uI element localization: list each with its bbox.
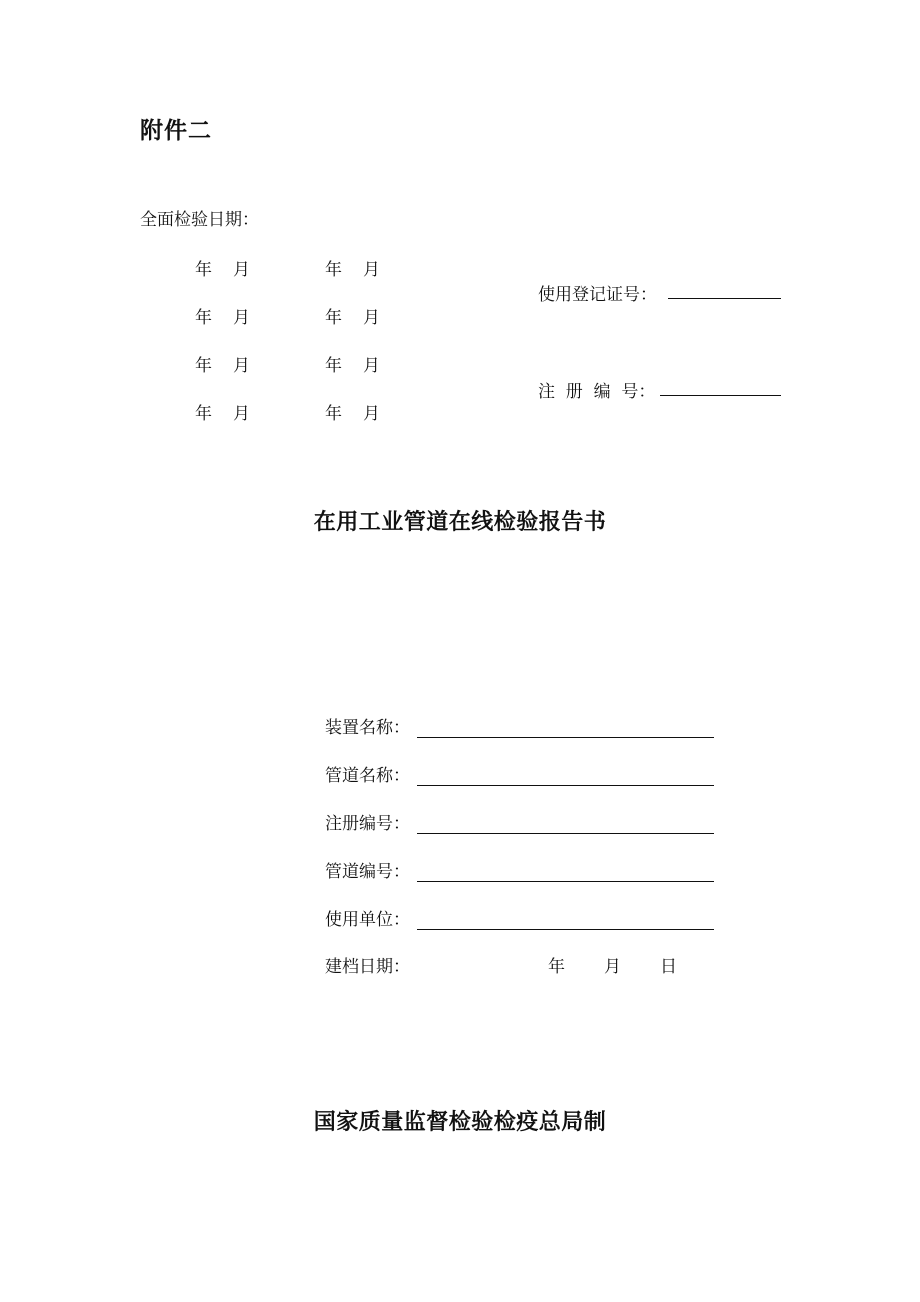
side-registration-no-blank[interactable] [660,394,781,396]
year-label: 年 [325,308,342,328]
inspection-date-row [0,351,920,375]
user-unit-label: 使用单位： [325,910,410,930]
month-label: 月 [363,356,380,376]
archive-month-label: 月 [604,957,621,977]
registration-no-label: 注册编号： [325,814,410,834]
registration-no-blank[interactable] [417,833,714,834]
month-label: 月 [363,404,380,424]
year-label: 年 [325,260,342,280]
month-label: 月 [233,404,250,424]
archive-day-label: 日 [660,957,677,977]
archive-date-label: 建档日期： [325,957,410,977]
registration-no-field [325,809,717,835]
inspection-date-row [0,399,920,423]
year-label: 年 [195,404,212,424]
registration-cert-blank[interactable] [668,297,781,299]
side-registration-no-label: 注 册 编 号： [538,382,656,402]
year-label: 年 [325,404,342,424]
attachment-label: 附件二 [140,117,212,144]
inspection-date-row [0,303,920,327]
year-label: 年 [195,356,212,376]
pipeline-no-field [325,857,717,883]
archive-date-field [325,952,685,976]
month-label: 月 [363,260,380,280]
device-name-field [325,713,717,739]
registration-cert-label: 使用登记证号： [538,285,657,305]
pipeline-name-label: 管道名称： [325,766,410,786]
side-registration-no-field [538,377,783,401]
report-title: 在用工业管道在线检验报告书 [313,509,607,535]
year-label: 年 [195,260,212,280]
device-name-label: 装置名称： [325,718,410,738]
inspection-date-row [0,255,920,279]
pipeline-no-blank[interactable] [417,881,714,882]
user-unit-field [325,905,717,931]
issuer-text: 国家质量监督检验检疫总局制 [313,1109,607,1135]
device-name-blank[interactable] [417,737,714,738]
registration-cert-field [538,280,783,304]
year-label: 年 [325,356,342,376]
month-label: 月 [233,260,250,280]
pipeline-no-label: 管道编号： [325,862,410,882]
year-label: 年 [195,308,212,328]
inspection-date-label: 全面检验日期： [140,210,259,230]
pipeline-name-field [325,761,717,787]
pipeline-name-blank[interactable] [417,785,714,786]
archive-year-label: 年 [548,957,565,977]
month-label: 月 [233,356,250,376]
month-label: 月 [233,308,250,328]
user-unit-blank[interactable] [417,929,714,930]
month-label: 月 [363,308,380,328]
